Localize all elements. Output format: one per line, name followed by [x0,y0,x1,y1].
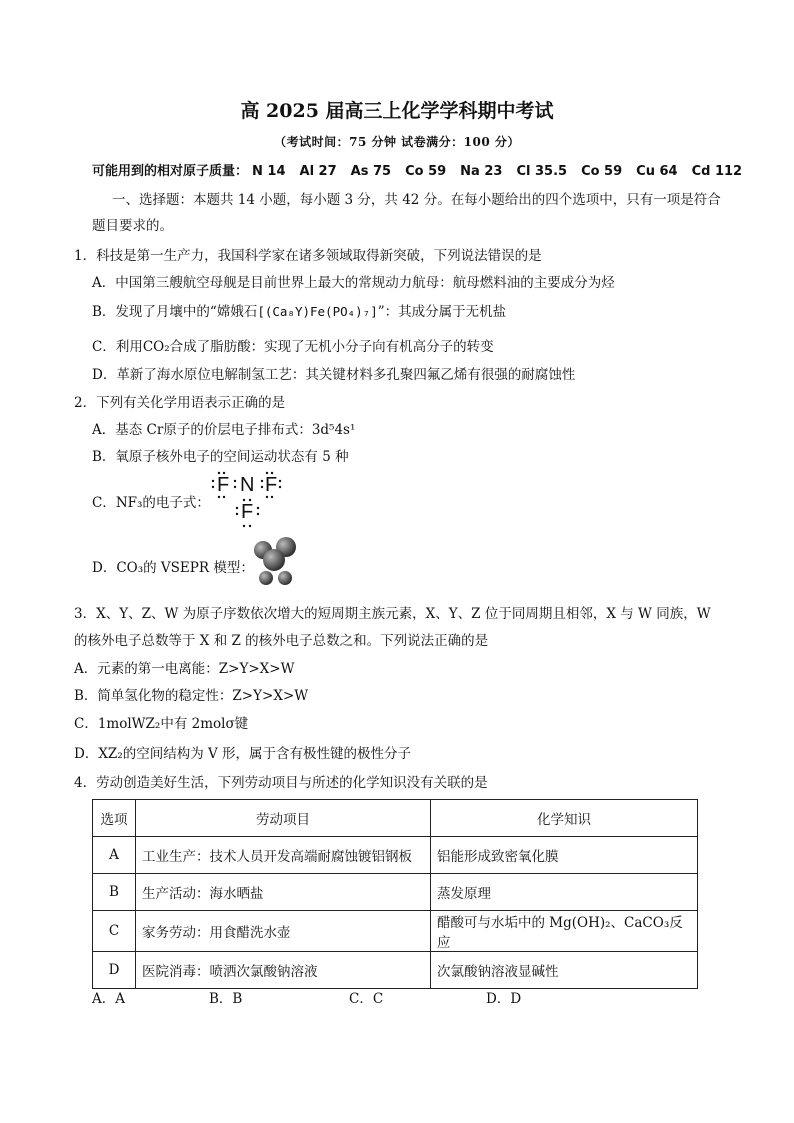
cell-labor-item: 医院消毒：喷洒次氯酸钠溶液 [136,952,431,989]
cell-chem-knowledge: 次氯酸钠溶液显碱性 [431,952,698,989]
cell-chem-knowledge: 蒸发原理 [431,874,698,911]
mass-item: Cu 64 [636,164,678,179]
question-3-option-b: B．简单氢化物的稳定性：Z>Y>X>W [74,688,309,704]
atom-f-left: F [217,474,230,496]
header-chem-knowledge: 化学知识 [431,800,698,837]
mass-item: Na 23 [460,164,503,179]
question-1-option-a: A．中国第三艘航空母舰是目前世界上最大的常规动力航母：航母燃料油的主要成分为烃 [92,275,615,291]
option-b-text-end: ”：其成分属于无机盐 [377,304,507,320]
cell-option: A [93,837,136,874]
table-row [93,874,698,911]
atomic-masses-label: 可能用到的相对原子质量： [92,164,249,179]
question-1-option-b [92,300,506,320]
question-4-table [92,799,698,989]
nf3-electron-dot-structure [210,470,290,528]
cell-option: C [93,911,136,952]
cell-option: D [93,952,136,989]
question-2-option-c: C．NF₃的电子式： [92,495,210,511]
question-2-option-b: B．氧原子核外电子的空间运动状态有 5 种 [92,449,349,465]
mass-item: Al 27 [299,164,337,179]
section-instructions: 一、选择题：本题共 14 小题，每小题 3 分，共 42 分。在每小题给出的四个选项中，只有一项是符合 [112,192,721,208]
question-2-option-a: A．基态 Cr原子的价层电子排布式：3d⁵4s¹ [92,422,356,438]
mass-item: As 75 [350,164,392,179]
mass-item: N 14 [252,164,286,179]
question-3-option-d: D．XZ₂的空间结构为 V 形，属于含有极性键的极性分子 [74,746,412,762]
question-4-answer-c: C．C [349,991,384,1007]
question-3-stem-cont: 的核外电子总数等于 X 和 Z 的核外电子总数之和。下列说法正确的是 [74,633,489,649]
center-ball [263,549,285,571]
option-b-text: B．发现了月壤中的“嫦娥石 [92,304,258,320]
question-1-option-c: C．利用CO₂合成了脂肪酸：实现了无机小分子向有机高分子的转变 [92,339,494,355]
header-labor-item: 劳动项目 [136,800,431,837]
question-4-answer-a: A．A [92,991,125,1007]
question-1-option-d: D．革新了海水原位电解制氢工艺：其关键材料多孔聚四氟乙烯有很强的耐腐蚀性 [92,367,576,383]
cell-labor-item: 家务劳动：用食醋洗水壶 [136,911,431,952]
table-row [93,837,698,874]
question-2-stem: 2．下列有关化学用语表示正确的是 [74,395,286,411]
table-row [93,911,698,952]
question-3-option-a: A．元素的第一电离能：Z>Y>X>W [74,661,295,677]
chang-e-stone-formula: [(Ca₈Y)Fe(PO₄)₇] [257,304,378,319]
mass-item: Co 59 [405,164,447,179]
table-header-row [93,800,698,837]
section-instructions-cont: 题目要求的。 [92,218,173,234]
mass-item: Co 59 [581,164,623,179]
question-4-answer-d: D．D [486,991,522,1007]
outer-ball-bottom-left [259,571,273,585]
question-3-option-c: C．1molWZ₂中有 2molσ键 [74,716,249,732]
cell-chem-knowledge: 铝能形成致密氧化膜 [431,837,698,874]
outer-ball-bottom-right [278,571,292,585]
question-4-answer-b: B．B [209,991,243,1007]
vsepr-ball-model [250,535,300,590]
cell-labor-item: 工业生产：技术人员开发高端耐腐蚀镀铝钢板 [136,837,431,874]
mass-item: Cl 35.5 [516,164,568,179]
question-1-stem: 1．科技是第一生产力，我国科学家在诸多领域取得新突破，下列说法错误的是 [74,248,542,264]
question-2-option-d: D．CO₃的 VSEPR 模型： [92,560,254,576]
atom-n: N [240,474,255,496]
exam-info: （考试时间：75 分钟 试卷满分：100 分） [274,135,520,149]
atom-f-right: F [265,474,278,496]
atom-f-bottom: F [241,501,254,523]
cell-chem-knowledge: 醋酸可与水垢中的 Mg(OH)₂、CaCO₃反应 [431,911,698,952]
cell-labor-item: 生产活动：海水晒盐 [136,874,431,911]
page-title: 高 2025 届高三上化学学科期中考试 [240,100,554,122]
question-4-stem: 4．劳动创造美好生活，下列劳动项目与所述的化学知识没有关联的是 [74,775,488,791]
mass-item: Cd 112 [691,164,743,179]
lone-pair-dots [210,470,290,528]
question-3-stem: 3．X、Y、Z、W 为原子序数依次增大的短周期主族元素，X、Y、Z 位于同周期且相邻，X 与 W 同族，W [74,606,711,622]
header-option: 选项 [93,800,136,837]
table-row [93,952,698,989]
cell-option: B [93,874,136,911]
atomic-masses [92,160,756,179]
